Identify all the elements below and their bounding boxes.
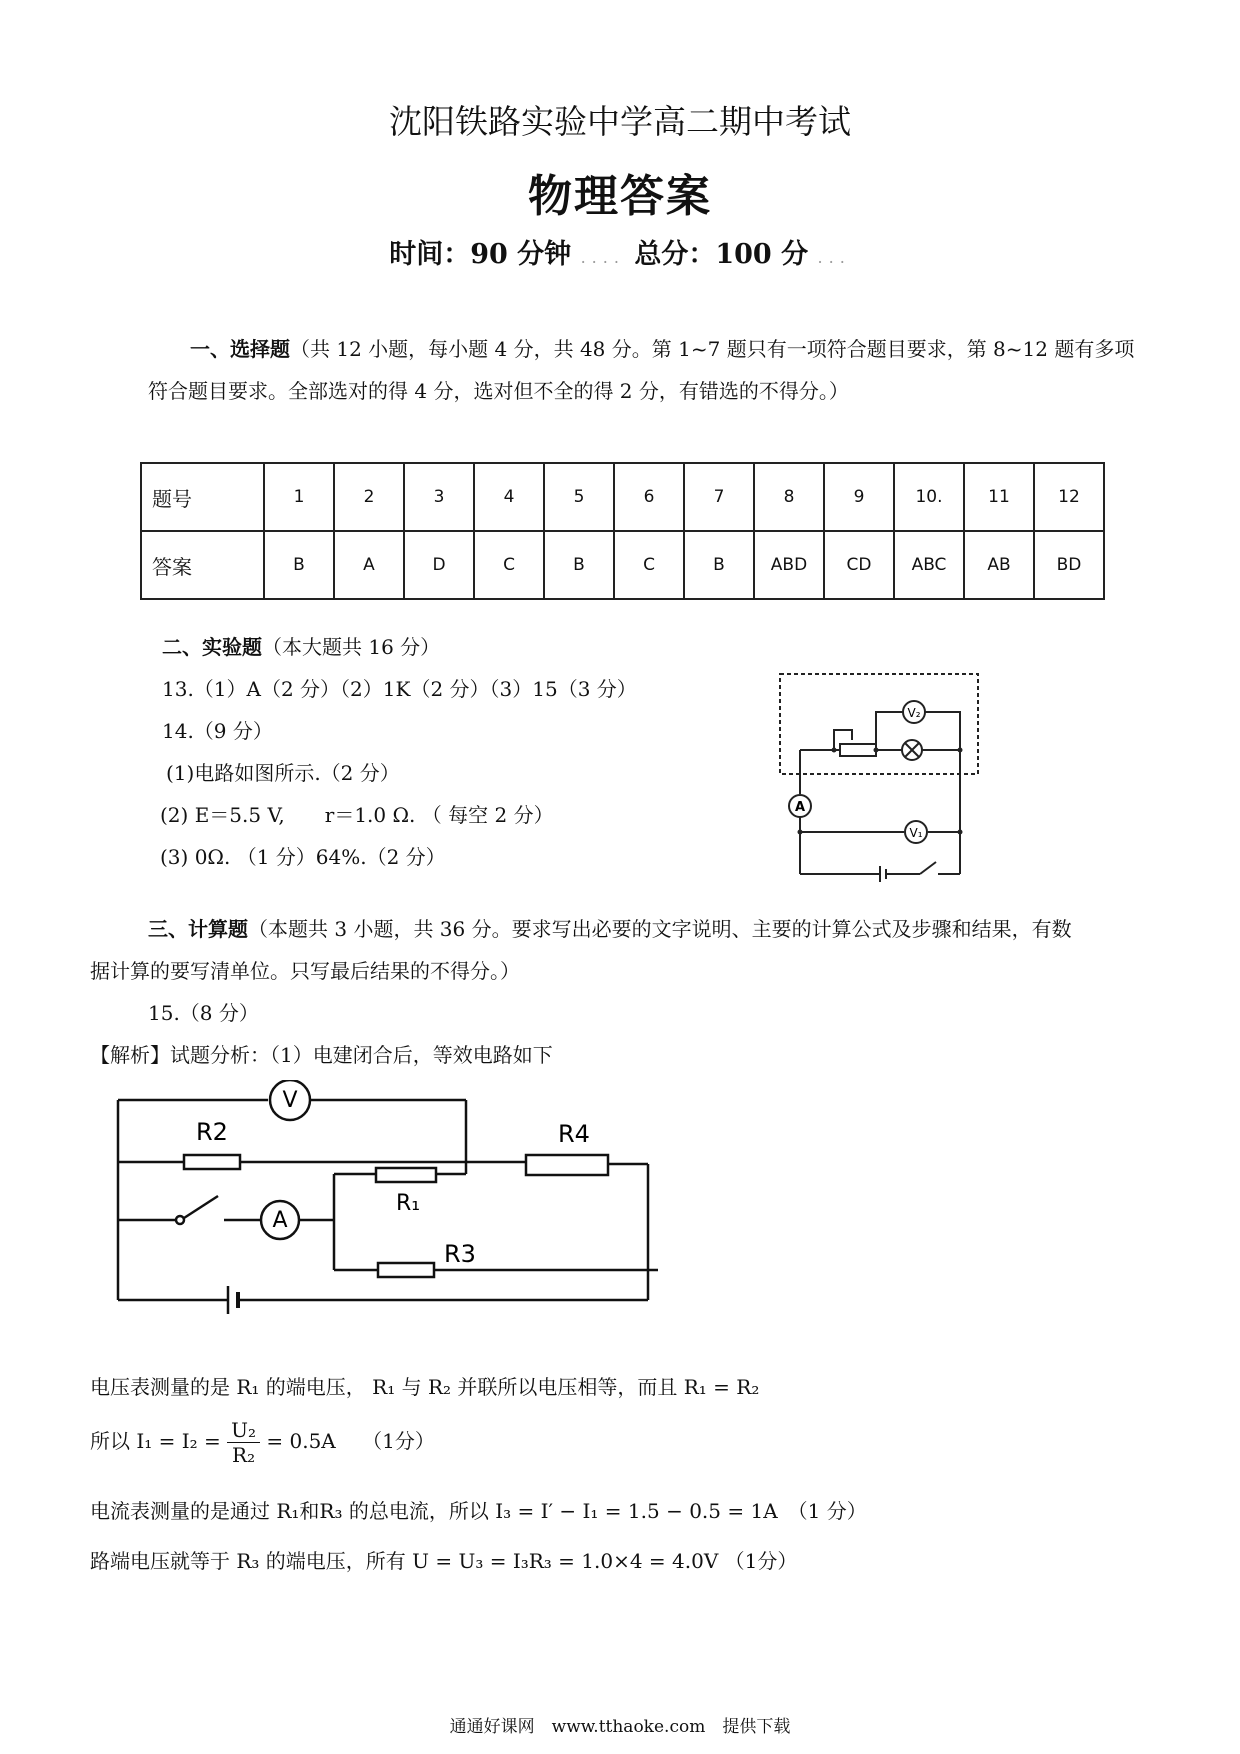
table-row-numbers [141,463,1104,531]
solution-line2-pre: 所以 I₁ = I₂ = [90,1429,221,1453]
analysis-tag: 【解析】 [90,1043,170,1067]
section3-title: 三、计算题 [148,917,248,941]
table-cell: A [334,531,404,599]
solution-line2 [90,1418,435,1467]
total-label: 总分：100 分 [634,239,809,270]
r3-label: R3 [444,1240,476,1268]
dots-1: .... [580,248,625,267]
resistor-r4 [526,1155,608,1175]
solution-line2-post: = 0.5A （1分） [266,1429,435,1453]
footer: 通通好课网 www.tthaoke.com 提供下载 [449,1717,791,1737]
section1-title: 一、选择题 [190,337,290,361]
solution-line1: 电压表测量的是 R₁ 的端电压， R₁ 与 R₂ 并联所以电压相等，而且 R₁ = R₂ [90,1375,760,1399]
table-row-answers [141,531,1104,599]
q14-part1: (1)电路如图所示.（2 分） [166,761,400,785]
table-cell: 6 [614,463,684,531]
fraction [227,1418,260,1467]
section1-line1 [190,330,1170,368]
table-cell: B [544,531,614,599]
section3-desc1: （本题共 3 小题，共 36 分。要求写出必要的文字说明、主要的计算公式及步骤和结果，有数 [248,917,1072,941]
q13-answer: 13.（1）A（2 分）（2）1K（2 分）（3）15（3 分） [162,677,637,701]
table-cell: BD [1034,531,1104,599]
table-cell: 12 [1034,463,1104,531]
section2-heading [162,628,440,666]
v1-label: V₁ [909,826,923,840]
r4-label: R4 [558,1120,590,1148]
table-cell: C [614,531,684,599]
r2-label: R2 [196,1118,228,1146]
table-cell: B [684,531,754,599]
q14-heading: 14.（9 分） [162,719,273,743]
resistor-r2 [184,1155,240,1169]
section3-line1 [148,910,1168,948]
time-label: 时间：90 分钟 [389,239,572,270]
rheostat [840,744,876,756]
q14-part2: (2) E＝5.5 V, r＝1.0 Ω. （ 每空 2 分） [160,803,554,827]
resistor-r1 [376,1168,436,1182]
section3-desc2: 据计算的要写清单位。只写最后结果的不得分。） [90,959,520,983]
circuit-diagram-15 [100,1080,680,1320]
solution-line3: 电流表测量的是通过 R₁和R₃ 的总电流，所以 I₃ = I′ − I₁ = 1.5 − 0.5 = 1A （1 分） [90,1499,867,1523]
table-cell: ABC [894,531,964,599]
section2-title: 二、实验题 [162,635,262,659]
q15-heading: 15.（8 分） [148,1001,259,1025]
table-cell: 1 [264,463,334,531]
resistor-r3 [378,1263,434,1277]
v2-label: V₂ [907,706,921,720]
table-cell: C [474,531,544,599]
table-cell: D [404,531,474,599]
dots-2: ... [817,248,851,267]
table-cell: AB [964,531,1034,599]
table-cell: B [264,531,334,599]
section2-desc: （本大题共 16 分） [262,635,441,659]
solution-line4: 路端电压就等于 R₃ 的端电压，所有 U = U₃ = I₃R₃ = 1.0×4 = 4.0V （1分） [90,1549,798,1573]
circuit-diagram-14 [770,664,990,894]
r1-label: R₁ [396,1191,421,1216]
fraction-numerator: U₂ [227,1418,260,1443]
table-cell: 3 [404,463,474,531]
school-title: 沈阳铁路实验中学高二期中考试 [389,102,851,141]
v-label: V [282,1088,298,1113]
table-cell: 8 [754,463,824,531]
fraction-denominator: R₂ [232,1443,256,1467]
table-cell: 5 [544,463,614,531]
row-label-answer: 答案 [141,531,264,599]
section1-desc1: （共 12 小题，每小题 4 分，共 48 分。第 1~7 题只有一项符合题目要求，第 8~12 题有多项 [290,337,1135,361]
table-cell: 2 [334,463,404,531]
dashed-box [780,674,978,774]
analysis-line [90,1036,553,1074]
table-cell: 9 [824,463,894,531]
table-cell: 7 [684,463,754,531]
section1-desc2: 符合题目要求。全部选对的得 4 分，选对但不全的得 2 分，有错选的不得分。） [148,379,849,403]
answer-table [140,462,1105,600]
table-cell: 10. [894,463,964,531]
row-label-number: 题号 [141,463,264,531]
exam-info [0,232,1240,271]
table-cell: 11 [964,463,1034,531]
subject-title: 物理答案 [528,171,712,222]
analysis-text: 试题分析：（1）电建闭合后，等效电路如下 [170,1043,553,1067]
table-cell: ABD [754,531,824,599]
q14-part3: (3) 0Ω. （1 分）64%.（2 分） [160,845,446,869]
a-label: A [272,1208,288,1233]
table-cell: 4 [474,463,544,531]
table-cell: CD [824,531,894,599]
a-label: A [794,800,806,815]
